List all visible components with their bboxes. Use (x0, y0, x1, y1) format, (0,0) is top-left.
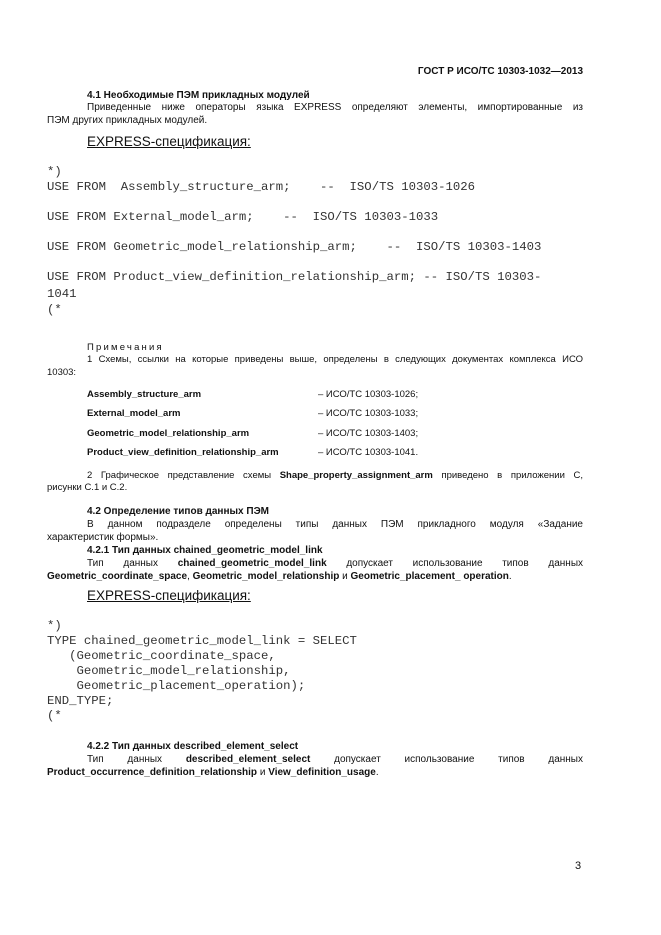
s421-l1-type: chained_geometric_model_link (177, 558, 327, 569)
page-number: 3 (575, 860, 582, 872)
ref-doc-4: – ИСО/ТС 10303-1041. (318, 447, 419, 458)
section-4-1-para-line1: Приведенные ниже операторы языка EXPRESS определяют элементы, импортированные из (87, 102, 583, 113)
section-4-2-2-line1 (87, 753, 583, 766)
document-number: ГОСТ Р ИСО/ТС 10303-1032—2013 (417, 66, 583, 77)
note-1-line1: 1 Схемы, ссылки на которые приведены выше, определены в следующих документах комплекса ИСО (87, 354, 583, 365)
section-4-1-heading: 4.1 Необходимые ПЭМ прикладных модулей (87, 90, 310, 101)
section-4-2-2-line2 (47, 766, 379, 779)
code2-line-1: TYPE chained_geometric_model_link = SELECT (47, 634, 357, 648)
ref-doc-3: – ИСО/ТС 10303-1403; (318, 428, 419, 439)
section-4-2-2-heading: 4.2.2 Тип данных described_element_select (87, 741, 299, 752)
code2-line-4: Geometric_placement_operation); (47, 679, 306, 693)
ref-schema-2: External_model_arm (87, 408, 181, 419)
code2-line-5: END_TYPE; (47, 694, 114, 708)
note-2-line2: рисунки С.1 и С.2. (47, 482, 128, 493)
note-2-pre: 2 Графическое представление схемы (87, 470, 280, 481)
section-4-2-1-heading: 4.2.1 Тип данных chained_geometric_model_link (87, 545, 323, 556)
s421-l1-c: допускает использование типов данных (326, 558, 584, 569)
s422-l1-c: допускает использование типов данных (310, 754, 583, 765)
s422-l2-d: . (375, 767, 379, 778)
s421-l2-a: Geometric_coordinate_space (47, 571, 188, 582)
code2-close-comment: (* (47, 709, 62, 723)
section-4-2-para-line2: характеристик формы». (47, 532, 159, 543)
code-use-from-3: USE FROM Geometric_model_relationship_arm; -- ISO/TS 10303-1403 (47, 240, 542, 254)
note-2-line1 (87, 469, 583, 482)
note-2-post: приведено в приложении С, (432, 470, 583, 481)
section-4-2-para-line1: В данном подразделе определены типы данных ПЭМ прикладного модуля «Задание (87, 519, 583, 530)
ref-schema-1: Assembly_structure_arm (87, 389, 202, 400)
ref-doc-1: – ИСО/ТС 10303-1026; (318, 389, 419, 400)
code-use-from-1: USE FROM Assembly_structure_arm; -- ISO/TS 10303-1026 (47, 180, 476, 194)
code-close-comment: (* (47, 303, 62, 317)
code2-line-2: (Geometric_coordinate_space, (47, 649, 276, 663)
section-4-2-1-line2 (47, 570, 512, 583)
ref-schema-4: Product_view_definition_relationship_arm (87, 447, 279, 458)
note-2-schema: Shape_property_assignment_arm (279, 470, 433, 481)
section-4-2-1-line1 (87, 557, 583, 570)
code2-open-comment: *) (47, 619, 62, 633)
code2-line-3: Geometric_model_relationship, (47, 664, 291, 678)
s421-l2-b: , (187, 571, 193, 582)
s422-l2-a: Product_occurrence_definition_relationship (47, 767, 258, 778)
ref-schema-3: Geometric_model_relationship_arm (87, 428, 250, 439)
section-4-2-heading: 4.2 Определение типов данных ПЭМ (87, 506, 270, 517)
code-open-comment: *) (47, 165, 62, 179)
express-spec-label-2: EXPRESS-спецификация: (87, 588, 251, 603)
s422-l2-c: View_definition_usage (268, 767, 376, 778)
express-spec-label: EXPRESS-спецификация: (87, 134, 251, 149)
section-4-1-para-line2: ПЭМ других прикладных модулей. (47, 115, 208, 126)
s421-l2-e: Geometric_placement_ operation (350, 571, 509, 582)
s422-l2-b: и (257, 767, 269, 778)
s421-l2-d: и (339, 571, 351, 582)
s421-l2-f: . (508, 571, 512, 582)
code-use-from-4: USE FROM Product_view_definition_relationship_arm; -- ISO/TS 10303- (47, 270, 542, 284)
code-use-from-2: USE FROM External_model_arm; -- ISO/TS 10303-1033 (47, 210, 439, 224)
s421-l1-a: Тип данных (87, 558, 178, 569)
note-1-line2: 10303: (47, 367, 77, 378)
s422-l1-type: described_element_select (185, 754, 311, 765)
s421-l2-c: Geometric_model_relationship (192, 571, 340, 582)
ref-doc-2: – ИСО/ТС 10303-1033; (318, 408, 419, 419)
s422-l1-a: Тип данных (87, 754, 186, 765)
code-use-from-4-cont: 1041 (47, 287, 77, 301)
notes-heading: Примечания (87, 342, 164, 353)
